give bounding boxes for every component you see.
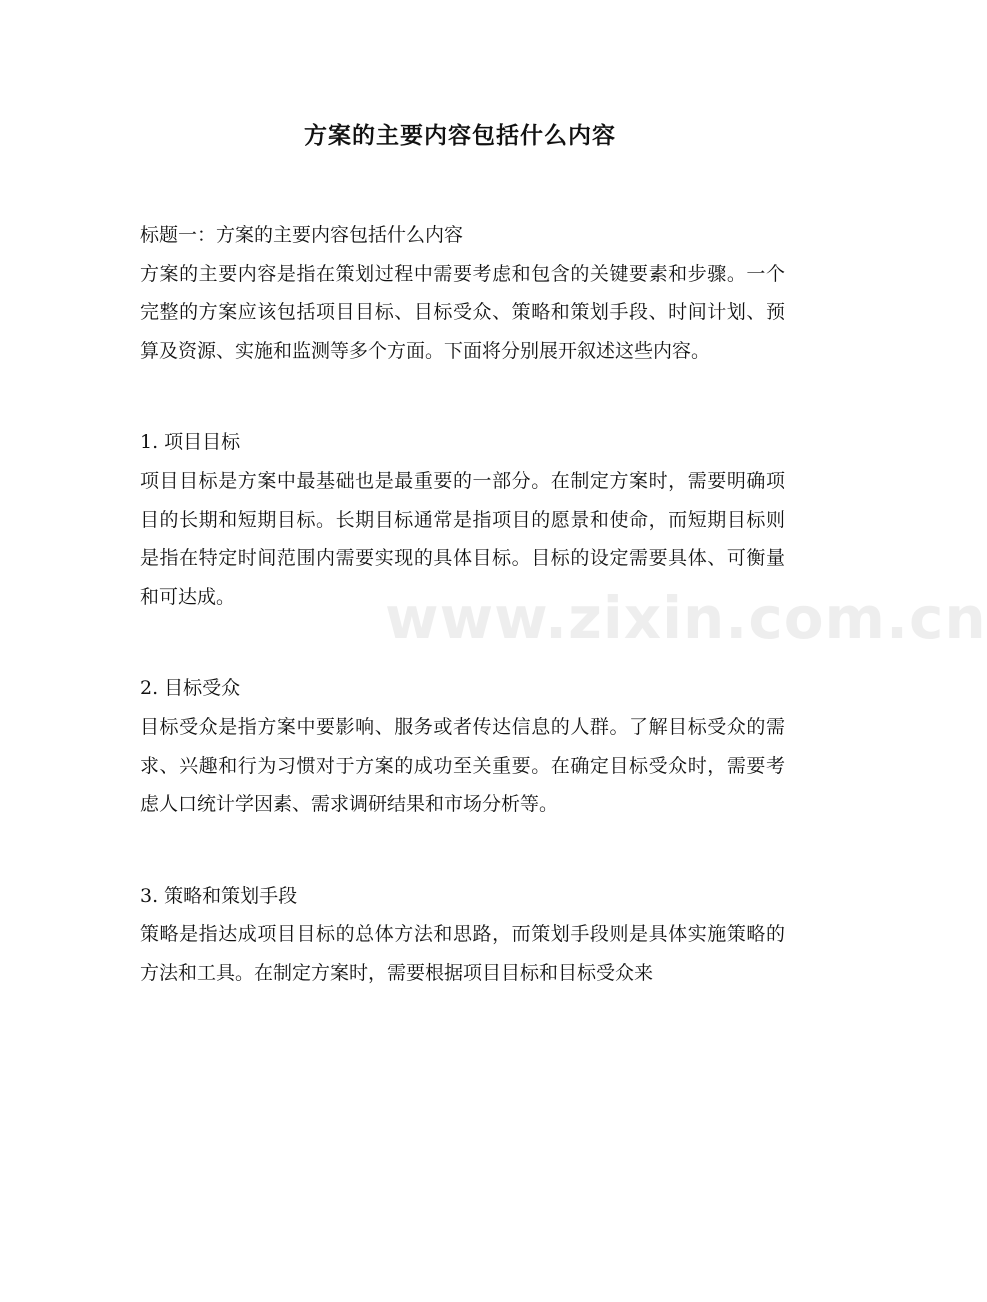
section-spacer xyxy=(140,616,785,669)
watermark-text: www.zixin.com.cn xyxy=(385,584,987,652)
section-paragraph-2: 目标受众是指方案中要影响、服务或者传达信息的人群。了解目标受众的需求、兴趣和行为习惯对于方案的成功至关重要。在确定目标受众时，需要考虑人口统计学因素、需求调研结果和市场分析等。 xyxy=(140,715,785,816)
section-spacer xyxy=(140,370,785,423)
section-heading-1: 1. 项目目标 xyxy=(140,431,241,454)
document-title: 方案的主要内容包括什么内容 xyxy=(304,122,616,149)
document-body xyxy=(140,216,785,993)
section-spacer xyxy=(140,824,785,877)
section-heading-2: 2. 目标受众 xyxy=(140,677,241,700)
intro-heading: 标题一：方案的主要内容包括什么内容 xyxy=(140,224,464,246)
intro-paragraph: 方案的主要内容是指在策划过程中需要考虑和包含的关键要素和步骤。一个完整的方案应该包括项目目标、目标受众、策略和策划手段、时间计划、预算及资源、实施和监测等多个方面。下面将分别展开叙述这些内容。 xyxy=(140,262,785,362)
section-paragraph-3: 策略是指达成项目目标的总体方法和思路，而策划手段则是具体实施策略的方法和工具。在制定方案时，需要根据项目目标和目标受众来 xyxy=(140,923,785,984)
section-heading-3: 3. 策略和策划手段 xyxy=(140,884,298,907)
section-paragraph-1: 项目目标是方案中最基础也是最重要的一部分。在制定方案时，需要明确项目的长期和短期目标。长期目标通常是指项目的愿景和使命，而短期目标则是指在特定时间范围内需要实现的具体目标。目标的设定需要具体、可衡量和可达成。 xyxy=(140,469,785,608)
